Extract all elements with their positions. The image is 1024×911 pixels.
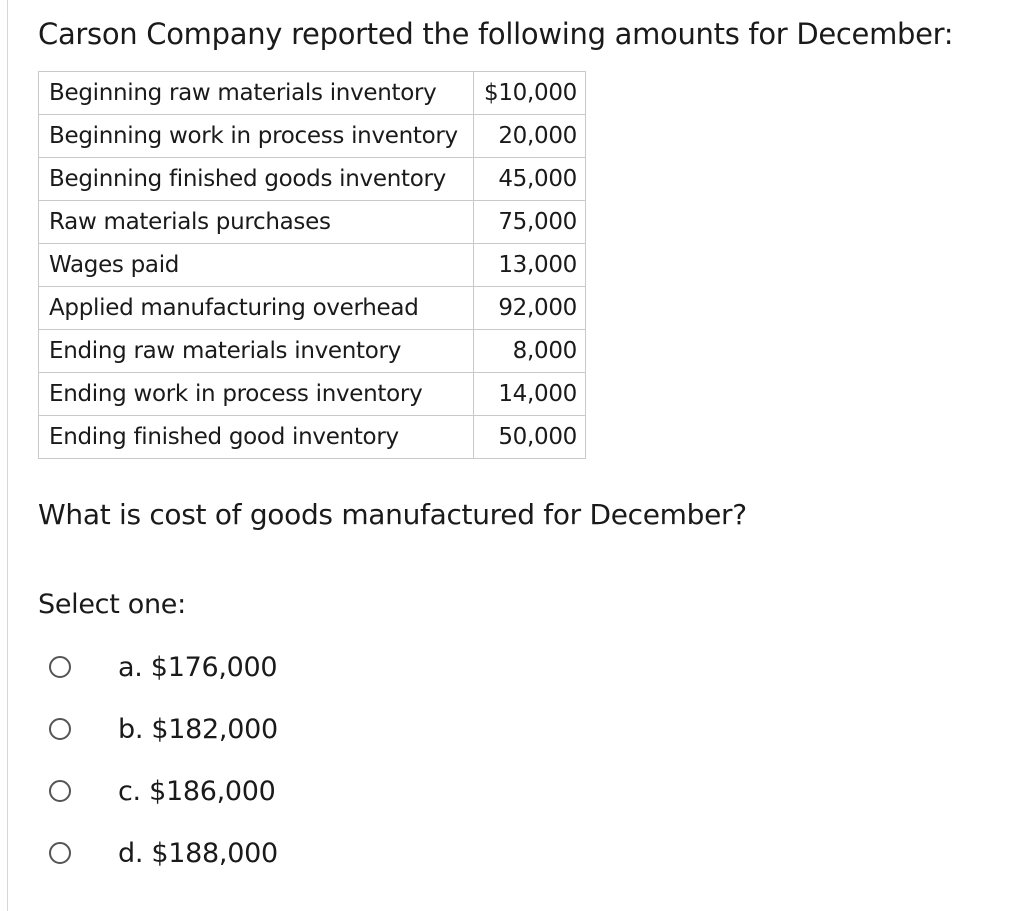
- row-label: Applied manufacturing overhead: [39, 287, 474, 330]
- amounts-table: [38, 71, 586, 459]
- radio-button-icon[interactable]: [49, 780, 71, 802]
- option-label[interactable]: d. $188,000: [118, 837, 278, 869]
- answer-option-d[interactable]: [42, 822, 278, 884]
- table-row: [39, 244, 586, 287]
- row-label: Ending finished good inventory: [39, 416, 474, 459]
- row-amount: 14,000: [474, 373, 586, 416]
- answer-options: [42, 636, 278, 884]
- table-row: [39, 158, 586, 201]
- row-amount: 92,000: [474, 287, 586, 330]
- radio-button-icon[interactable]: [49, 842, 71, 864]
- table-row: [39, 330, 586, 373]
- row-amount: 75,000: [474, 201, 586, 244]
- row-label: Raw materials purchases: [39, 201, 474, 244]
- table-row: [39, 72, 586, 115]
- radio-button-icon[interactable]: [49, 718, 71, 740]
- row-label: Beginning finished goods inventory: [39, 158, 474, 201]
- row-label: Wages paid: [39, 244, 474, 287]
- row-amount: 8,000: [474, 330, 586, 373]
- answer-option-a[interactable]: [42, 636, 278, 698]
- option-label[interactable]: b. $182,000: [118, 713, 278, 745]
- table-row: [39, 115, 586, 158]
- question-intro-text: Carson Company reported the following amounts for December:: [38, 17, 954, 51]
- row-amount: $10,000: [474, 72, 586, 115]
- answer-option-c[interactable]: [42, 760, 278, 822]
- option-label[interactable]: c. $186,000: [118, 775, 276, 807]
- table-row: [39, 287, 586, 330]
- table-row: [39, 201, 586, 244]
- row-amount: 20,000: [474, 115, 586, 158]
- table-row: [39, 416, 586, 459]
- row-amount: 45,000: [474, 158, 586, 201]
- option-label[interactable]: a. $176,000: [118, 651, 278, 683]
- question-text: What is cost of goods manufactured for December?: [38, 498, 747, 531]
- content-left-border: [7, 0, 8, 911]
- table-row: [39, 373, 586, 416]
- answer-option-b[interactable]: [42, 698, 278, 760]
- select-one-label: Select one:: [38, 589, 186, 620]
- row-amount: 50,000: [474, 416, 586, 459]
- row-label: Beginning work in process inventory: [39, 115, 474, 158]
- row-label: Ending work in process inventory: [39, 373, 474, 416]
- radio-button-icon[interactable]: [49, 656, 71, 678]
- row-label: Beginning raw materials inventory: [39, 72, 474, 115]
- row-amount: 13,000: [474, 244, 586, 287]
- row-label: Ending raw materials inventory: [39, 330, 474, 373]
